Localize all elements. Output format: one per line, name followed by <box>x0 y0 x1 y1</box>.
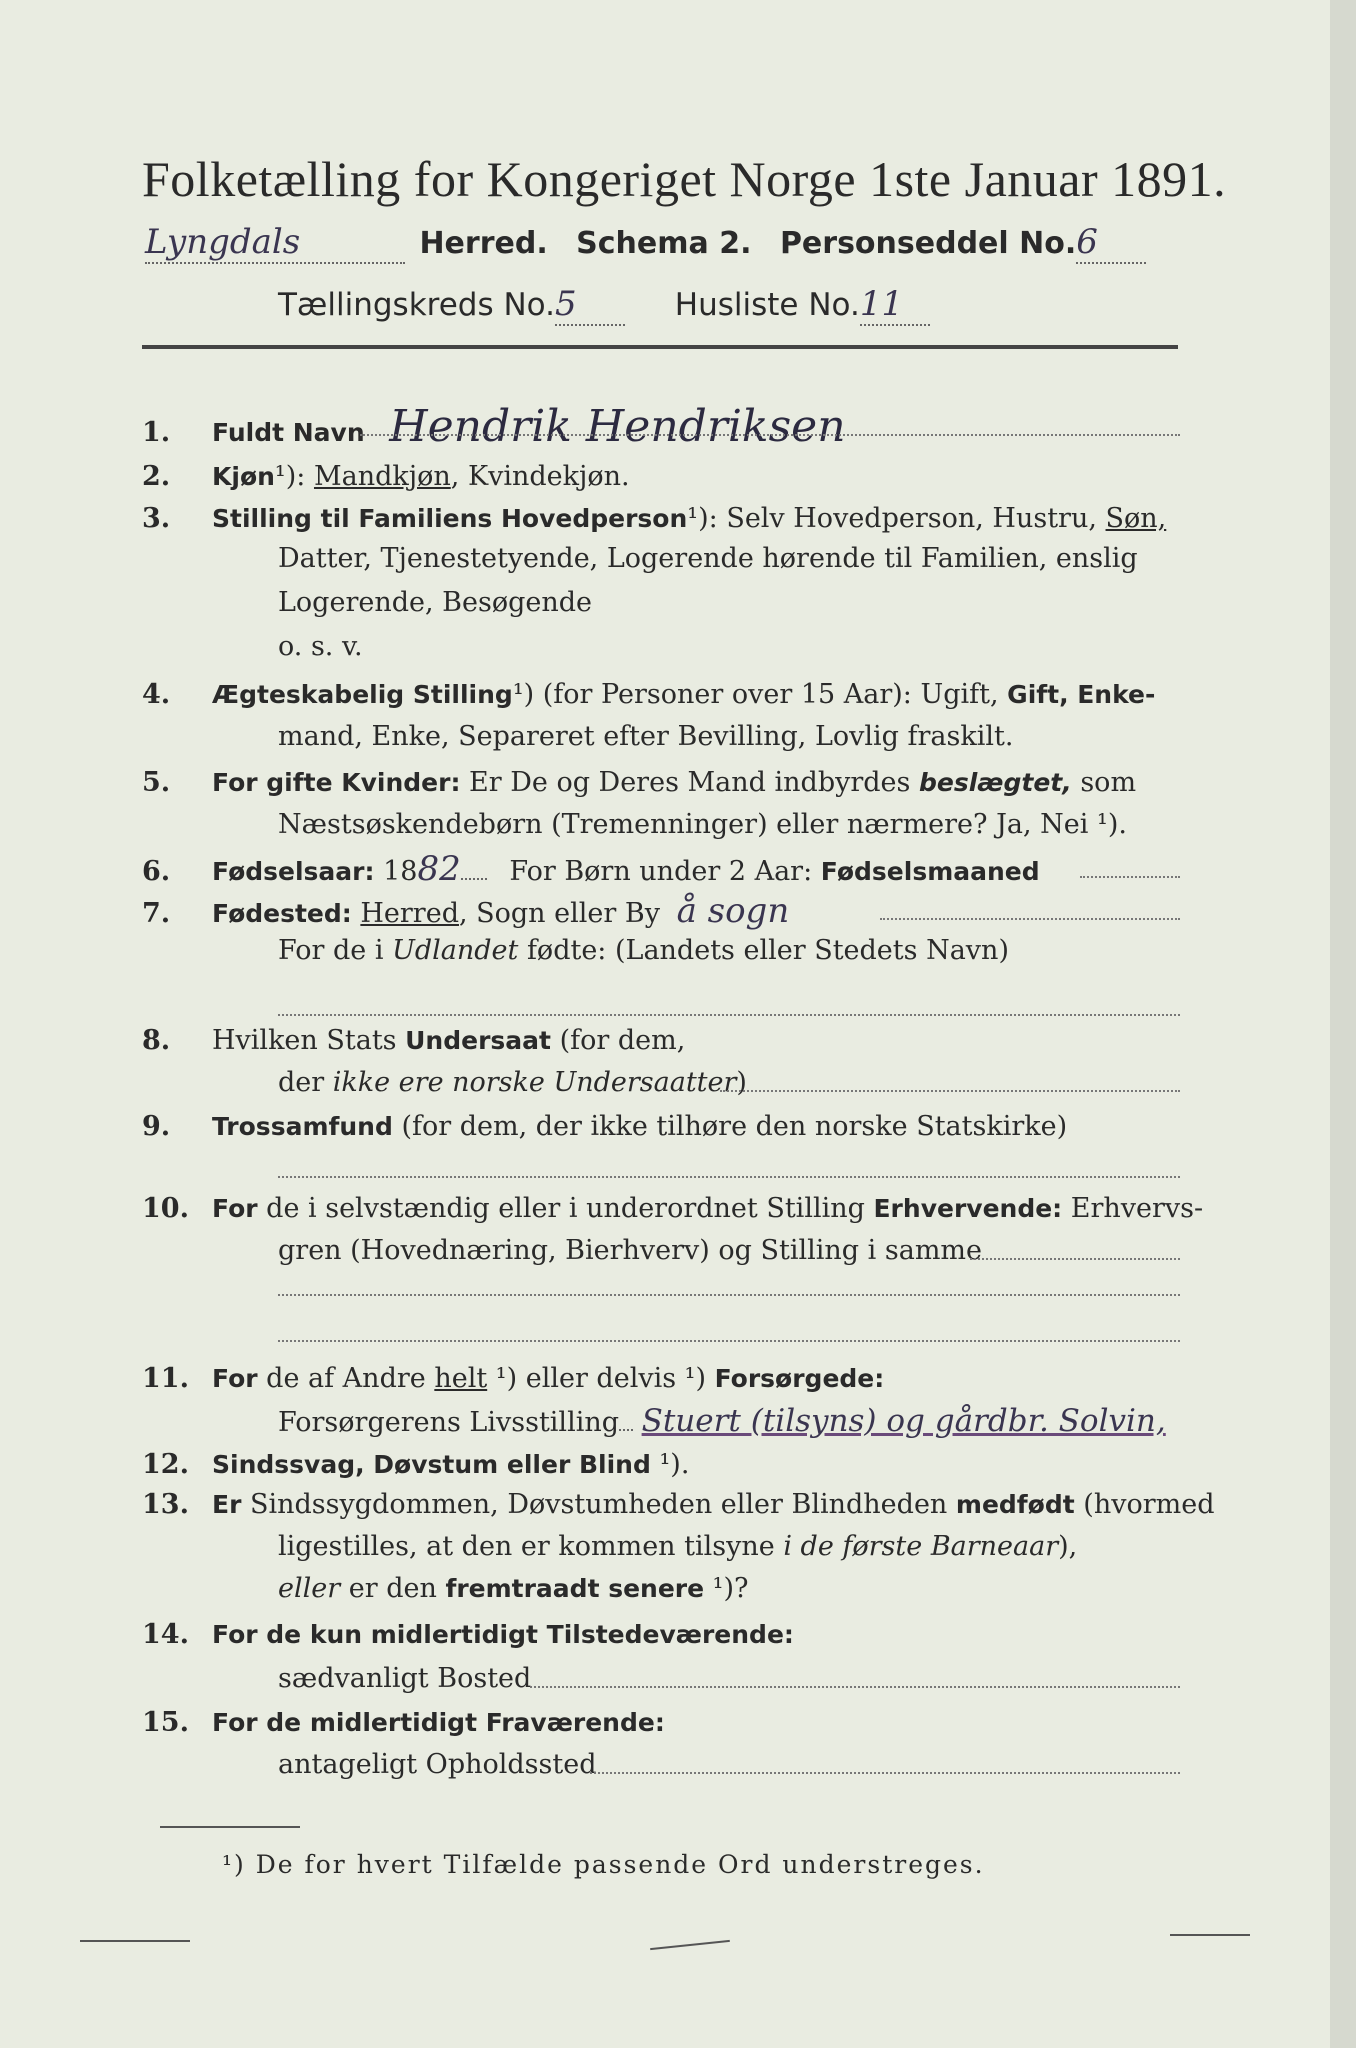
item-15-text-2: antageligt Opholdssted <box>278 1749 597 1780</box>
item-text: ligestilles, at den er kommen tilsyne <box>278 1531 784 1562</box>
item-label: Fødested: <box>212 899 352 928</box>
item-number: 6. <box>142 856 171 887</box>
gender-option-male: Mandkjøn <box>313 461 451 492</box>
item-label: Stilling til Familiens Hovedperson <box>212 504 688 533</box>
personseddel-field <box>1076 222 1146 264</box>
husliste-label: Husliste No. <box>674 287 860 323</box>
fold-mark <box>1170 1934 1250 1936</box>
item-15 <box>142 1700 665 1746</box>
item-3-text-4: o. s. v. <box>278 631 363 662</box>
herred-value: Lyngdals <box>145 222 301 262</box>
item-label: Sindssvag, Døvstum eller Blind <box>212 1450 651 1479</box>
item-text: de af Andre <box>257 1363 435 1394</box>
item-emphasis: beslægtet, <box>918 768 1072 797</box>
dotted-line <box>278 1294 1180 1296</box>
provider-label: Forsørgerens Livsstilling <box>278 1407 620 1438</box>
item-label: Forsørgede: <box>714 1364 885 1393</box>
kreds-label: Tællingskreds No. <box>278 287 555 323</box>
item-7-text-2 <box>278 928 1009 974</box>
item-11-text-2 <box>278 1398 1166 1446</box>
item-number: 10. <box>142 1193 189 1224</box>
item-10-text-2: gren (Hovednæring, Bierhverv) og Stilling i samme <box>278 1235 983 1266</box>
item-number: 15. <box>142 1707 189 1738</box>
item-8 <box>142 1018 685 1064</box>
item-text: ¹)? <box>704 1573 749 1604</box>
item-4 <box>142 672 1155 718</box>
item-number: 13. <box>142 1489 189 1520</box>
dotted-line <box>278 1340 1180 1342</box>
item-number: 1. <box>142 417 171 448</box>
item-text: ), <box>1058 1531 1078 1562</box>
item-number: 2. <box>142 461 171 492</box>
item-emphasis: Udlandet <box>392 935 519 966</box>
relation-son: Søn, <box>1105 503 1167 534</box>
item-label: Er <box>212 1490 242 1519</box>
item-text: For Børn under 2 Aar: <box>509 856 813 887</box>
item-label: Ægteskabelig Stilling <box>212 680 513 709</box>
dotted-line <box>278 1014 1180 1016</box>
kreds-field <box>555 284 625 326</box>
item-label: fremtraadt senere <box>445 1574 705 1603</box>
item-emphasis: i de første Barneaar <box>783 1531 1059 1562</box>
item-9 <box>142 1104 1067 1150</box>
dotted-line <box>360 434 1180 436</box>
item-text: ) <box>736 1067 747 1098</box>
item-text: (for dem, <box>550 1025 686 1056</box>
item-number: 14. <box>142 1619 189 1650</box>
personseddel-label: Personseddel No. <box>779 226 1077 261</box>
item-label: For de kun midlertidigt Tilstedeværende: <box>212 1620 794 1649</box>
herred-field <box>145 222 405 264</box>
marital-enke: Enke- <box>1077 680 1156 709</box>
item-number: 11. <box>142 1363 189 1394</box>
item-number: 3. <box>142 503 171 534</box>
item-text: ¹) eller delvis ¹) <box>487 1363 715 1394</box>
marital-gift: Gift, <box>1007 680 1069 709</box>
support-helt: helt <box>434 1363 488 1394</box>
item-text: fødte: (Landets eller Stedets Navn) <box>518 935 1009 966</box>
item-number: 12. <box>142 1449 189 1480</box>
item-text: Er De og Deres Mand indbyrdes <box>469 767 911 798</box>
item-5 <box>142 760 1136 806</box>
personseddel-value: 6 <box>1076 222 1098 262</box>
item-text: de i selvstændig eller i underordnet Stilling <box>257 1193 874 1224</box>
item-text: ¹) (for Personer over 15 Aar): Ugift, <box>512 679 999 710</box>
birth-year-value: 82 <box>417 849 461 889</box>
item-number: 7. <box>142 898 171 929</box>
item-text: Sindssygdommen, Døvstumheden eller Blindheden <box>241 1489 956 1520</box>
item-14-text-2: sædvanligt Bosted <box>278 1663 532 1694</box>
dotted-line <box>530 1686 1180 1688</box>
item-label: Kjøn <box>212 462 275 491</box>
header-rule <box>142 345 1178 349</box>
kreds-value: 5 <box>554 284 577 324</box>
item-8-text-2 <box>278 1060 747 1106</box>
header-line-1 <box>145 222 1146 264</box>
birth-month-label: Fødselsmaaned <box>820 857 1040 886</box>
item-text: Erhvervs- <box>1062 1193 1204 1224</box>
birthplace-herred: Herred <box>360 898 459 929</box>
item-label: For gifte Kvinder: <box>212 768 461 797</box>
item-label: Undersaat <box>405 1026 551 1055</box>
item-text: , Sogn eller By <box>458 898 660 929</box>
item-2 <box>142 454 630 500</box>
item-text: ¹). <box>650 1449 690 1480</box>
dotted-line <box>590 1772 1180 1774</box>
item-4-text-2: mand, Enke, Separeret efter Bevilling, Lovlig fraskilt. <box>278 721 1014 752</box>
dotted-line <box>278 1176 1180 1178</box>
item-text-som: som <box>1080 767 1137 798</box>
item-11 <box>142 1356 884 1402</box>
item-label: For <box>212 1194 258 1223</box>
dotted-line <box>720 1090 1180 1092</box>
birth-year-prefix: 18 <box>383 856 418 887</box>
husliste-value: 11 <box>859 284 904 324</box>
item-label: Erhvervende: <box>873 1194 1063 1223</box>
item-number: 4. <box>142 679 171 710</box>
item-emphasis: ikke ere norske Undersaatter <box>332 1067 737 1098</box>
item-5-text-2: Næstsøskendebørn (Tremenninger) eller nærmere? Ja, Nei ¹). <box>278 809 1127 840</box>
item-text: (for dem, der ikke tilhøre den norske Statskirke) <box>392 1111 1068 1142</box>
item-text: der <box>278 1067 333 1098</box>
item-text: For de i <box>278 935 393 966</box>
item-label: For <box>212 1364 258 1393</box>
birthplace-value: å sogn <box>676 891 790 931</box>
fold-mark <box>80 1940 190 1942</box>
dotted-line <box>1080 876 1180 878</box>
dotted-fill <box>461 878 487 880</box>
herred-label: Herred. <box>419 226 548 261</box>
item-number: 9. <box>142 1111 171 1142</box>
item-label: medfødt <box>955 1490 1075 1519</box>
husliste-field <box>860 284 930 326</box>
item-text: Hvilken Stats <box>212 1025 406 1056</box>
gender-option-female: , Kvindekjøn. <box>450 461 630 492</box>
header-line-2 <box>278 284 930 326</box>
item-1 <box>142 401 846 456</box>
dotted-line <box>880 918 1180 920</box>
item-text: (hvormed <box>1074 1489 1215 1520</box>
item-3-text-3: Logerende, Besøgende <box>278 587 592 618</box>
item-label: Trossamfund <box>212 1112 393 1141</box>
item-number: 5. <box>142 767 171 798</box>
form-title: Folketælling for Kongeriget Norge 1ste Januar 1891. <box>142 151 1227 207</box>
full-name-value: Hendrik Hendriksen <box>389 401 846 452</box>
superscript-ref: ¹): <box>274 461 306 492</box>
item-13-text-3 <box>278 1566 749 1612</box>
item-text: er den <box>340 1573 446 1604</box>
item-14 <box>142 1612 794 1658</box>
footnote: ¹) De for hvert Tilfælde passende Ord understreges. <box>222 1850 985 1879</box>
provider-occupation-value: Stuert (tilsyns) og gårdbr. Solvin, <box>641 1403 1166 1439</box>
dotted-fill <box>619 1429 633 1431</box>
dotted-line <box>970 1258 1180 1260</box>
item-10 <box>142 1186 1203 1232</box>
item-emphasis: eller <box>278 1573 341 1604</box>
item-number: 8. <box>142 1025 171 1056</box>
schema-label: Schema 2. <box>576 226 752 261</box>
footnote-rule <box>160 1826 300 1828</box>
item-label: Fødselsaar: <box>212 857 375 886</box>
item-label: For de midlertidigt Fraværende: <box>212 1708 665 1737</box>
item-text: ¹): Selv Hovedperson, Hustru, <box>687 503 1097 534</box>
item-13-text-2 <box>278 1524 1077 1570</box>
item-label: Fuldt Navn <box>212 418 365 447</box>
item-13 <box>142 1482 1215 1528</box>
item-3-text-2: Datter, Tjenestetyende, Logerende hørende til Familien, enslig <box>278 543 1138 574</box>
